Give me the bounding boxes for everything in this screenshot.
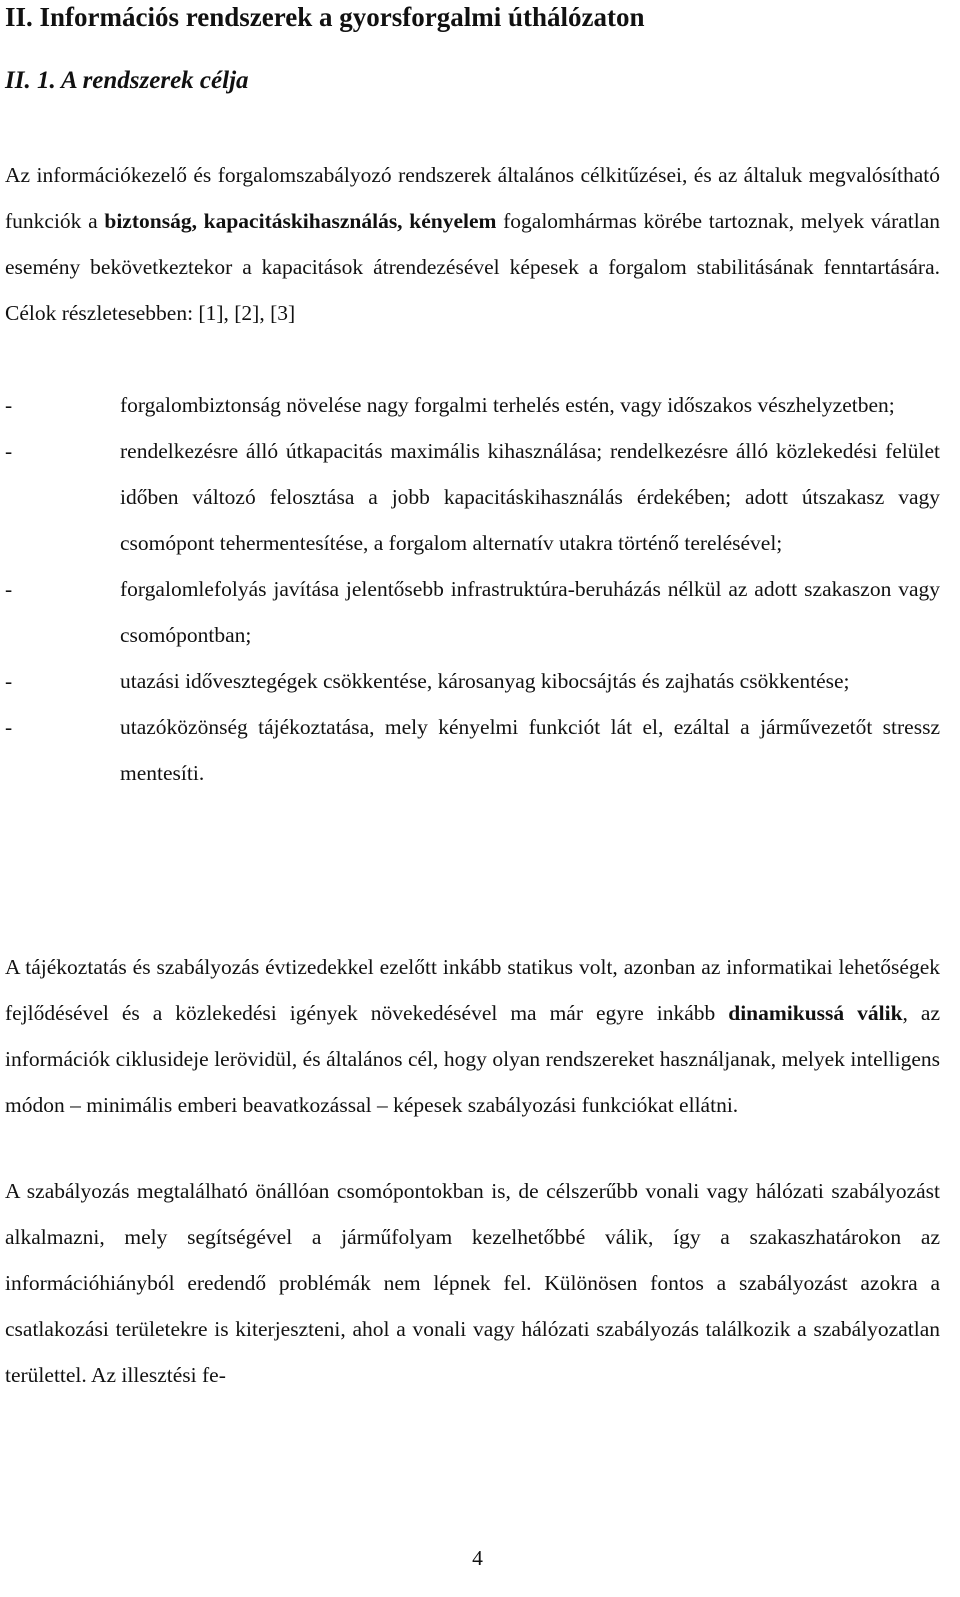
dynamic-control-paragraph bbox=[5, 944, 940, 1128]
intro-text-2: fogalomhármas körébe tartoznak, melyek váratlan esemény bekövetkeztekor a kapacitások átrendezésével képesek a forgalom stabilitásának fenntartására. Célok részletesebben: [1], [2], [3] bbox=[5, 209, 941, 325]
list-dash: - bbox=[5, 669, 13, 693]
intro-paragraph bbox=[5, 152, 940, 336]
paragraph2-bold: dinamikussá válik bbox=[728, 1001, 903, 1025]
list-dash: - bbox=[5, 715, 13, 739]
list-item bbox=[5, 566, 940, 658]
intro-bold-terms: biztonság, kapacitáskihasználás, kényelem bbox=[104, 209, 497, 233]
chapter-title: II. Információs rendszerek a gyorsforgalmi úthálózaton bbox=[5, 2, 645, 32]
network-control-paragraph: A szabályozás megtalálható önállóan csomópontokban is, de célszerűbb vonali vagy hálózati szabályozást alkalmazni, mely segítségével a járműfolyam kezelhetőbbé válik, így a szakaszhatárokon az információhiányból eredendő problémák nem lépnek fel. Különösen fontos a szabályozást azokra a csatlakozási területekre is kiterjeszteni, ahol a vonali vagy hálózati szabályozás találkozik a szabályozatlan területtel. Az illesztési fe- bbox=[5, 1179, 940, 1387]
list-item bbox=[5, 658, 940, 704]
paragraph2-text-1: A tájékoztatás és szabályozás évtizedekkel ezelőtt inkább statikus volt, azonban az informatikai lehetőségek fejlődésével és a közlekedési igények növekedésével ma már egyre inkább bbox=[5, 955, 940, 1025]
page-number: 4 bbox=[472, 1546, 483, 1570]
list-item bbox=[5, 428, 940, 566]
list-item-text: forgalomlefolyás javítása jelentősebb infrastruktúra-beruházás nélkül az adott szakaszon vagy csomópontban; bbox=[120, 577, 940, 647]
intro-text-1: Az információkezelő és forgalomszabályozó rendszerek általános célkitűzései, és az általuk megvalósítható funkciók a bbox=[5, 163, 940, 233]
list-dash: - bbox=[5, 577, 13, 601]
list-item bbox=[5, 704, 940, 796]
section-title: II. 1. A rendszerek célja bbox=[5, 67, 249, 94]
list-item-text: utazóközönség tájékoztatása, mely kényelmi funkciót lát el, ezáltal a járművezetőt stressz mentesíti. bbox=[120, 715, 940, 785]
goals-list bbox=[5, 382, 940, 796]
list-item-text: rendelkezésre álló útkapacitás maximális kihasználása; rendelkezésre álló közlekedési felület időben változó felosztása a jobb kapacitáskihasználás érdekében; adott útszakasz vagy csomópont tehermentesítése, a forgalom alternatív utakra történő terelésével; bbox=[120, 439, 940, 555]
list-item bbox=[5, 382, 940, 428]
list-dash: - bbox=[5, 393, 13, 417]
list-item-text: forgalombiztonság növelése nagy forgalmi terhelés estén, vagy időszakos vészhelyzetben; bbox=[120, 393, 895, 417]
paragraph2-text-2: , az információk ciklusideje lerövidül, és általános cél, hogy olyan rendszereket használjanak, melyek intelligens módon – minimális emberi beavatkozással – képesek szabályozási funkciókat ellátni. bbox=[5, 1001, 940, 1117]
list-item-text: utazási idővesztegégek csökkentése, károsanyag kibocsájtás és zajhatás csökkentése; bbox=[120, 669, 850, 693]
list-dash: - bbox=[5, 439, 13, 463]
